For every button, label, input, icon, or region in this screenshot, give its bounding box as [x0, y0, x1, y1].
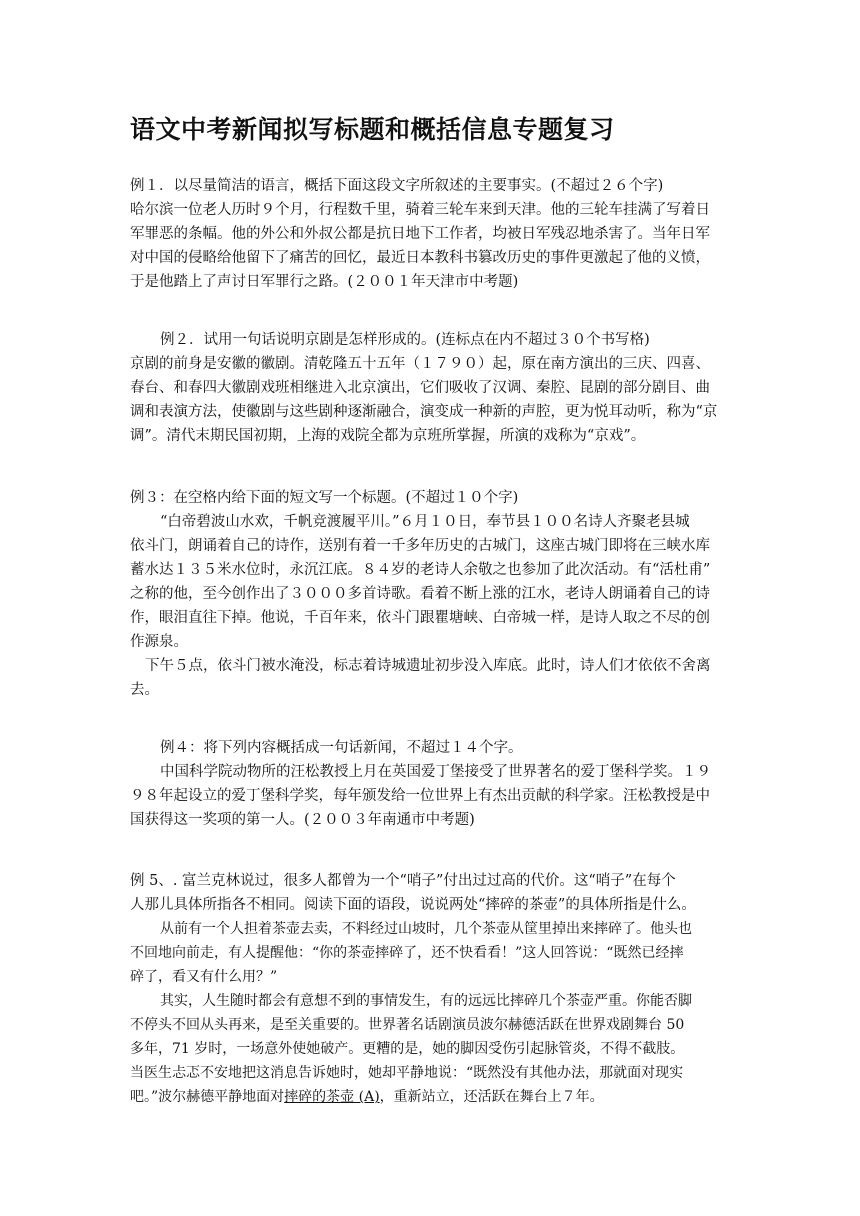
example-2-text-line: 调和表演方法，使徽剧与这些剧种逐渐融合，演变成一种新的声腔，更为悦耳动听，称为“京: [130, 404, 718, 420]
example-1-text-line: 于是他踏上了声讨日军罪行之路。(２００１年天津市中考题): [130, 274, 519, 290]
example-2-text-line: 京剧的前身是安徽的徽剧。清乾隆五十五年（１７９０）起，原在南方演出的三庆、四喜、: [130, 356, 710, 372]
example-3-text-line: 之称的他，至今创作出了３０００多首诗歌。看着不断上涨的江水，老诗人朗诵着自己的诗: [130, 586, 710, 602]
example-5-story2-line: 当医生忐忑不安地把这消息告诉她时，她却平静地说：“既然没有其他办法，那就面对现实: [130, 1065, 684, 1081]
example-4-question: 例４：将下列内容概括成一句话新闻，不超过１４个字。: [160, 740, 523, 756]
example-1: [130, 174, 745, 294]
underlined-phrase: 摔碎的茶壶 (A): [284, 1089, 380, 1105]
example-5-question-line: 人那儿具体所指各不相同。阅读下面的语段，说说两处“摔碎的茶壶”的具体所指是什么。: [130, 897, 696, 913]
page-title: 语文中考新闻拟写标题和概括信息专题复习: [130, 115, 615, 144]
example-2-question: 例２．试用一句话说明京剧是怎样形成的。(连标点在内不超过３０个书写格): [160, 332, 650, 348]
example-2-text-line: 春台、和春四大徽剧戏班相继进入北京演出，它们吸收了汉调、秦腔、昆剧的部分剧目、曲: [130, 380, 710, 396]
example-5-story: [130, 917, 745, 1109]
example-5-story2-line: 多年，71 岁时，一场意外使她破产。更糟的是，她的脚因受伤引起脉管炎，不得不截肢。: [130, 1041, 685, 1057]
example-3-text-line: 作，眼泪直往下掉。他说，千百年来，依斗门跟瞿塘峡、白帝城一样，是诗人取之不尽的创: [130, 610, 710, 626]
example-1-text-line: 军罪恶的条幅。他的外公和外叔公都是抗日地下工作者，均被日军残忍地杀害了。当年日军: [130, 226, 710, 242]
example-3-text2-line: 下午５点，依斗门被水淹没，标志着诗城遗址初步没入库底。此时，诗人们才依依不舍离: [145, 658, 711, 674]
example-5: [130, 869, 745, 1109]
example-5-story-line: 从前有一个人担着茶壶去卖，不料经过山坡时，几个茶壶从筐里掉出来摔碎了。他头也: [160, 921, 692, 937]
example-4: [130, 736, 745, 832]
example-1-text-line: 哈尔滨一位老人历时９个月，行程数千里，骑着三轮车来到天津。他的三轮车挂满了写着日: [130, 202, 710, 218]
example-2: [130, 328, 745, 448]
example-5-question-line: 例 5、. 富兰克林说过，很多人都曾为一个“哨子”付出过过高的代价。这“哨子”在每个: [130, 873, 676, 889]
example-4-text-line: ９８年起设立的爱丁堡科学奖，每年颁发给一位世界上有杰出贡献的科学家。汪松教授是中: [130, 788, 710, 804]
example-3-text2-line: 去。: [130, 682, 159, 698]
example-5-story2-line: 其实，人生随时都会有意想不到的事情发生，有的远远比摔碎几个茶壶严重。你能否脚: [160, 993, 692, 1009]
last-line-before: 吧。”波尔赫德平静地面对: [130, 1089, 285, 1105]
example-4-text-line: 中国科学院动物所的汪松教授上月在英国爱丁堡接受了世界著名的爱丁堡科学奖。１９: [160, 764, 711, 780]
example-2-text-line: 调”。清代末期民国初期，上海的戏院全都为京班所掌握，所演的戏称为“京戏”。: [130, 428, 646, 444]
example-4-text-line: 国获得这一奖项的第一人。(２００３年南通市中考题): [130, 812, 475, 828]
example-5-story2-line: 不停头不回从头再来，是至关重要的。世界著名话剧演员波尔赫德活跃在世界戏剧舞台 50: [130, 1017, 685, 1033]
example-5-last-line: [130, 1085, 745, 1109]
example-3-question: 例３：在空格内给下面的短文写一个标题。(不超过１０个字): [130, 490, 519, 506]
example-3-text-line: “白帝碧波山水欢，千帆竞渡履平川。”６月１０日，奉节县１００名诗人齐聚老县城: [160, 514, 690, 530]
example-1-question: 例１．以尽量简洁的语言，概括下面这段文字所叙述的主要事实。(不超过２６个字): [130, 178, 664, 194]
example-5-story-line: 碎了，看又有什么用？”: [130, 969, 278, 985]
example-3: [130, 486, 745, 702]
example-1-text-line: 对中国的侵略给他留下了痛苦的回忆，最近日本教科书篡改历史的事件更激起了他的义愤，: [130, 250, 710, 266]
example-5-story-line: 不回地向前走，有人提醒他：“你的茶壶摔碎了，还不快看看！”这人回答说：“既然已经摔: [130, 945, 684, 961]
example-3-text-line: 蓄水达１３５米水位时，永沉江底。８４岁的老诗人余敬之也参加了此次活动。有“活杜甫”: [130, 562, 711, 578]
example-3-text-line: 依斗门，朗诵着自己的诗作，送别有着一千多年历史的古城门，这座古城门即将在三峡水库: [130, 538, 710, 554]
example-3-text-line: 作源泉。: [130, 634, 188, 650]
last-line-after: ，重新站立，还活跃在舞台上７年。: [379, 1089, 604, 1105]
